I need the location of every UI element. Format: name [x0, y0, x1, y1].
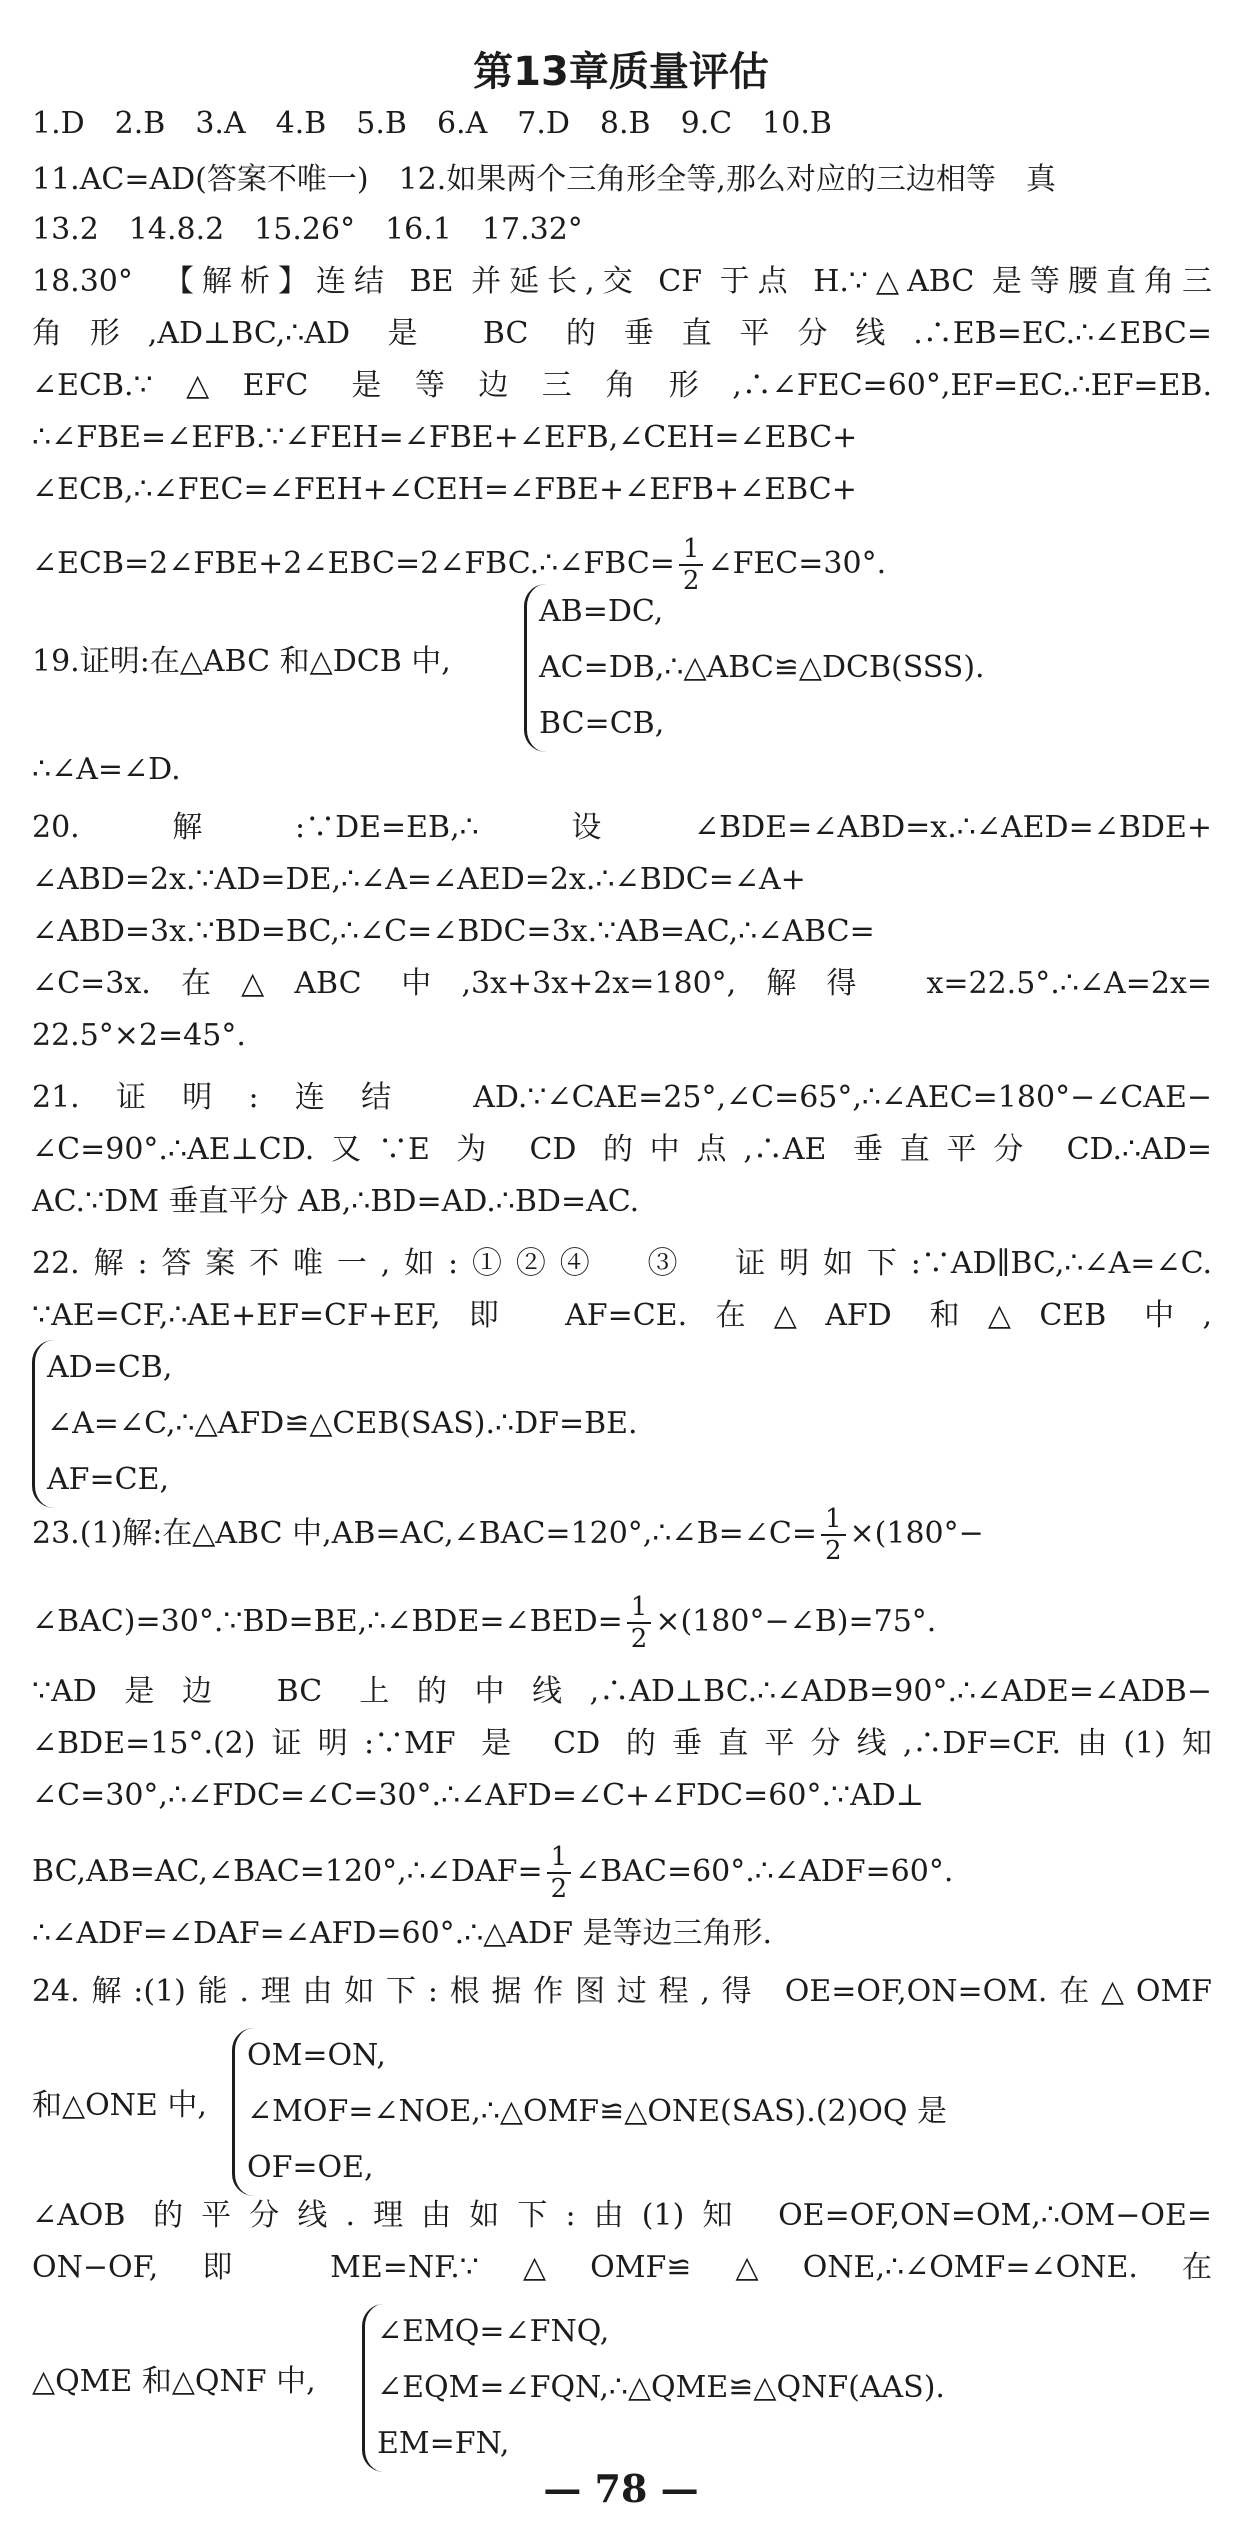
fraction-denominator: 2 [630, 1624, 648, 1654]
fraction-numerator: 1 [547, 1842, 572, 1874]
q23-line-6-end: ∠BAC=60°.∴∠ADF=60°. [575, 1854, 954, 1889]
q20-line-3: ∠ABD=3x.∵BD=BC,∴∠C=∠BDC=3x.∵AB=AC,∴∠ABC= [32, 914, 875, 949]
q23-line-5: ∠C=30°,∴∠FDC=∠C=30°.∴∠AFD=∠C+∠FDC=60°.∵AD⊥ [32, 1778, 925, 1813]
q21-line-1: 21.证明:连结 AD.∵∠CAE=25°,∠C=65°,∴∠AEC=180°−∠CAE− [32, 1080, 1212, 1115]
q18-line-5: ∠ECB,∴∠FEC=∠FEH+∠CEH=∠FBE+∠EFB+∠EBC+ [32, 472, 857, 507]
q18-line-2: 角形,AD⊥BC,∴AD 是 BC 的垂直平分线.∴EB=EC.∴∠EBC= [32, 316, 1212, 351]
q20-line-5: 22.5°×2=45°. [32, 1018, 246, 1053]
q24-intro-2: △QME 和△QNF 中, [32, 2364, 316, 2399]
q23-line-3: ∵AD是边 BC 上的中线,∴AD⊥BC.∴∠ADB=90°.∴∠ADE=∠ADB− [32, 1674, 1212, 1709]
q24-system-2-row-3: EM=FN, [377, 2426, 510, 2461]
q24-system-1-row-3: OF=OE, [247, 2150, 374, 2185]
q24-line-1: 24.解:(1)能.理由如下:根据作图过程,得 OE=OF,ON=OM.在△OMF [32, 1974, 1212, 2009]
q23-line-1 [32, 1504, 1212, 1566]
fraction-numerator: 1 [627, 1592, 652, 1624]
page-number: — 78 — [543, 2466, 699, 2511]
q24-line-2: ∠AOB 的平分线.理由如下:由(1)知 OE=OF,ON=OM,∴OM−OE= [32, 2198, 1212, 2233]
q19-system-row-1: AB=DC, [539, 594, 664, 629]
q23-line-6 [32, 1842, 1212, 1904]
fraction-denominator: 2 [550, 1874, 568, 1904]
q23-line-4: ∠BDE=15°.(2)证明:∵MF 是 CD 的垂直平分线,∴DF=CF.由(1)知 [32, 1726, 1212, 1761]
fraction-denominator: 2 [824, 1536, 842, 1566]
answers-line-1: 1.D 2.B 3.A 4.B 5.B 6.A 7.D 8.B 9.C 10.B [32, 106, 832, 141]
fraction-numerator: 1 [821, 1504, 846, 1536]
q19-system-row-3: BC=CB, [539, 706, 665, 741]
q20-line-1: 20.解:∵DE=EB,∴设∠BDE=∠ABD=x.∴∠AED=∠BDE+ [32, 810, 1212, 845]
q23-line-7: ∴∠ADF=∠DAF=∠AFD=60°.∴△ADF 是等边三角形. [32, 1916, 772, 1951]
q22-system-row-3: AF=CE, [47, 1462, 170, 1497]
q24-system-2-row-1: ∠EMQ=∠FNQ, [377, 2314, 610, 2349]
q18-line-6-text: ∠ECB=2∠FBE+2∠EBC=2∠FBC.∴∠FBC= [32, 546, 675, 581]
q20-line-4: ∠C=3x.在△ABC 中,3x+3x+2x=180°,解得 x=22.5°.∴∠A=2x= [32, 966, 1212, 1001]
q22-line-1: 22.解:答案不唯一,如:①②④ ③ 证明如下:∵AD∥BC,∴∠A=∠C. [32, 1246, 1212, 1281]
q23-line-6-text: BC,AB=AC,∠BAC=120°,∴∠DAF= [32, 1854, 543, 1889]
fraction-one-half [627, 1592, 652, 1654]
q22-system [32, 1340, 638, 1508]
fraction-numerator: 1 [679, 534, 704, 566]
q22-system-row-2: ∠A=∠C,∴△AFD≌△CEB(SAS).∴DF=BE. [47, 1406, 638, 1441]
q24-system-2 [362, 2304, 945, 2472]
fraction-one-half [547, 1842, 572, 1904]
q24-system-2-row-2: ∠EQM=∠FQN,∴△QME≌△QNF(AAS). [377, 2370, 945, 2405]
q21-line-2: ∠C=90°.∴AE⊥CD.又∵E 为 CD 的中点,∴AE 垂直平分 CD.∴AD= [32, 1132, 1212, 1167]
q22-line-2: ∵AE=CF,∴AE+EF=CF+EF,即 AF=CE.在△AFD 和△CEB 中, [32, 1298, 1212, 1333]
q23-line-2-end: ×(180°−∠B)=75°. [655, 1604, 937, 1639]
q18-line-3: ∠ECB.∵△EFC 是等边三角形,∴∠FEC=60°,EF=EC.∴EF=EB. [32, 368, 1212, 403]
q24-intro: 和△ONE 中, [32, 2088, 207, 2123]
q19-conclusion: ∴∠A=∠D. [32, 752, 181, 787]
q24-system-1 [232, 2028, 947, 2196]
q24-system-1-row-2: ∠MOF=∠NOE,∴△OMF≌△ONE(SAS).(2)OQ 是 [247, 2094, 947, 2129]
answers-line-2: 11.AC=AD(答案不唯一) 12.如果两个三角形全等,那么对应的三边相等 真 [32, 162, 1056, 197]
q24-system-1-row-1: OM=ON, [247, 2038, 386, 2073]
q23-line-1-end: ×(180°− [849, 1516, 984, 1551]
q20-line-2: ∠ABD=2x.∵AD=DE,∴∠A=∠AED=2x.∴∠BDC=∠A+ [32, 862, 806, 897]
fraction-denominator: 2 [682, 566, 700, 596]
fraction-one-half [821, 1504, 846, 1566]
q21-line-3: AC.∵DM 垂直平分 AB,∴BD=AD.∴BD=AC. [32, 1184, 640, 1219]
q19-system-row-2: AC=DB,∴△ABC≌△DCB(SSS). [539, 650, 985, 685]
q24-line-3: ON−OF,即 ME=NF.∵△OMF≌△ONE,∴∠OMF=∠ONE.在 [32, 2250, 1212, 2285]
q22-system-row-1: AD=CB, [47, 1350, 173, 1385]
chapter-title: 第13章质量评估 [473, 49, 769, 95]
q19-intro: 19.证明:在△ABC 和△DCB 中, [32, 644, 451, 679]
q18-line-6-end: ∠FEC=30°. [707, 546, 887, 581]
q18-line-4: ∴∠FBE=∠EFB.∵∠FEH=∠FBE+∠EFB,∠CEH=∠EBC+ [32, 420, 858, 455]
q19-system [524, 584, 985, 752]
q23-line-1-text: 23.(1)解:在△ABC 中,AB=AC,∠BAC=120°,∴∠B=∠C= [32, 1516, 817, 1551]
q23-line-2 [32, 1592, 1212, 1654]
q18-line-1: 18.30° 【解析】连结 BE 并延长,交 CF 于点 H.∵△ABC 是等腰直角三 [32, 264, 1212, 299]
answers-line-3: 13.2 14.8.2 15.26° 16.1 17.32° [32, 212, 583, 247]
q23-line-2-text: ∠BAC)=30°.∵BD=BE,∴∠BDE=∠BED= [32, 1604, 623, 1639]
